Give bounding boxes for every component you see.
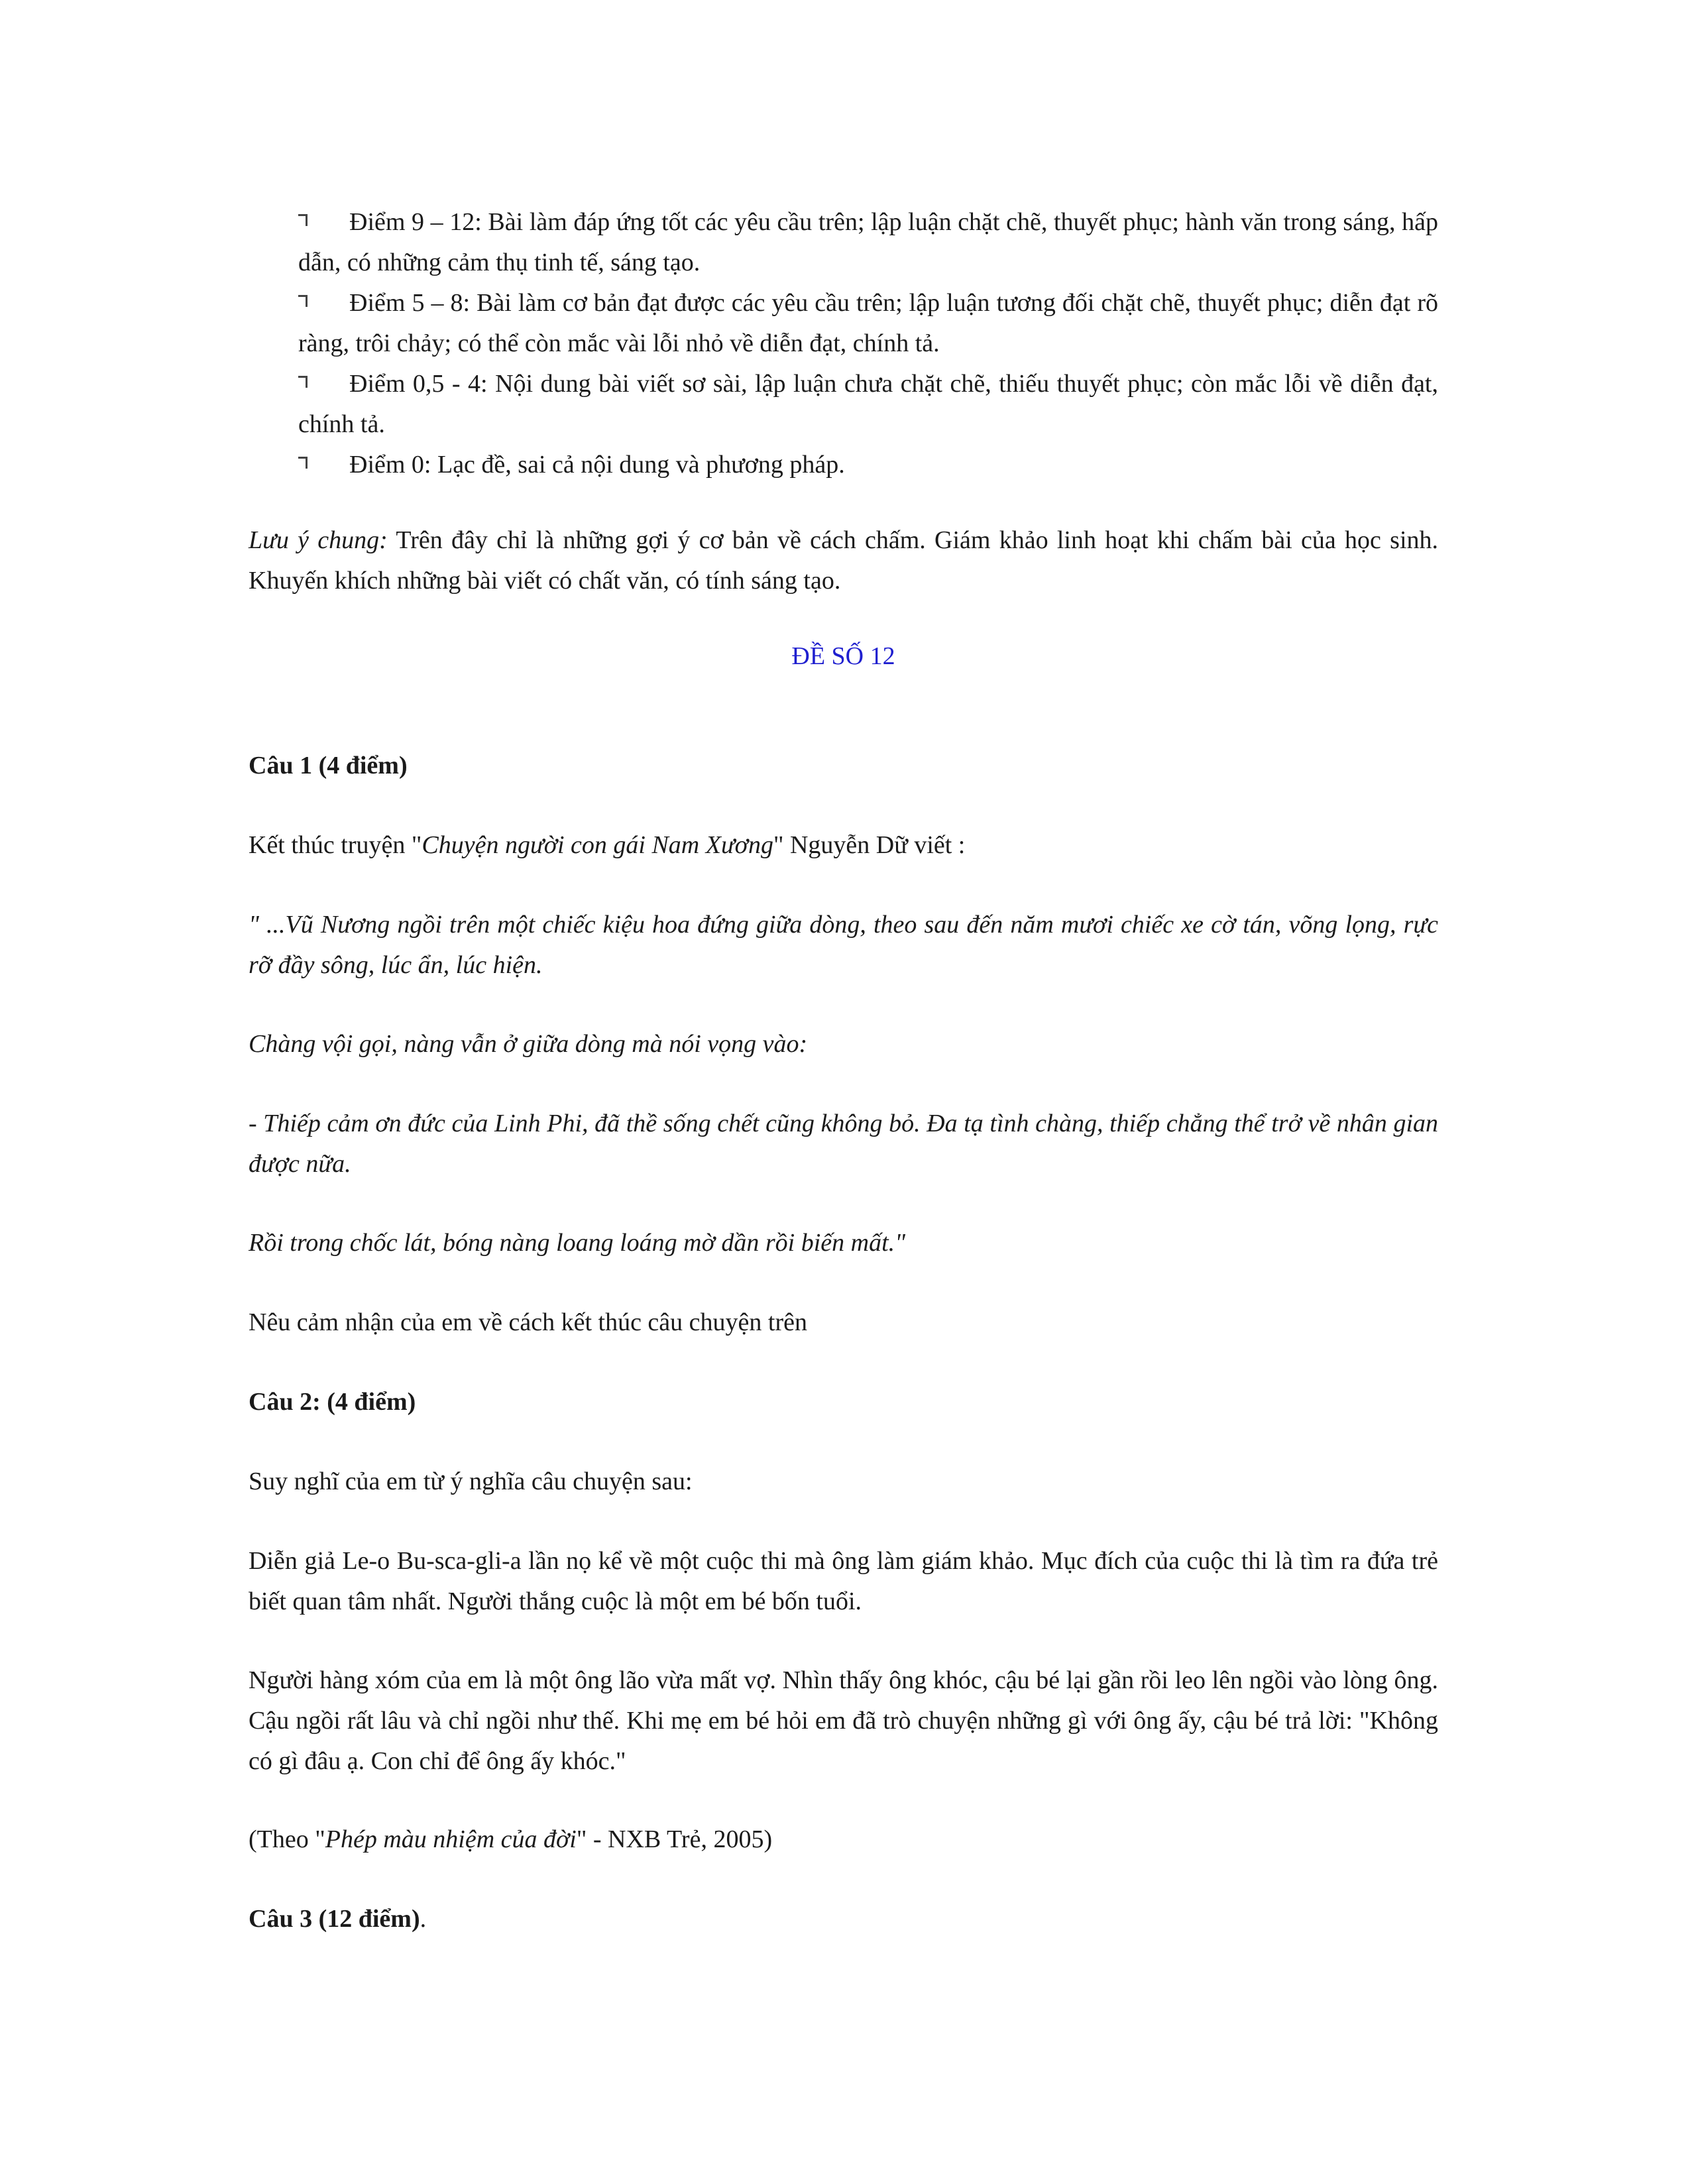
criteria-item xyxy=(298,445,1438,485)
q2-source-title: Phép màu nhiệm của đời xyxy=(325,1825,577,1853)
q2-source-before: (Theo " xyxy=(249,1825,325,1853)
q1-intro-before: Kết thúc truyện " xyxy=(249,831,422,859)
criteria-text: Điểm 5 – 8: Bài làm cơ bản đạt được các yêu cầu trên; lập luận tương đối chặt chẽ, thuyết phục; diễn đạt rõ ràng, trôi chảy; có thể còn mắc vài lỗi nhỏ về diễn đạt, chính tả. xyxy=(298,289,1438,357)
q3-heading-line xyxy=(249,1899,1438,1939)
q1-quote-paragraph: " ...Vũ Nương ngồi trên một chiếc kiệu hoa đứng giữa dòng, theo sau đến năm mươi chiếc xe cờ tán, võng lọng, rực rỡ đầy sông, lúc ẩn, lúc hiện. xyxy=(249,911,1438,979)
bullet-mark-icon xyxy=(298,295,308,307)
q1-quote-paragraph: - Thiếp cảm ơn đức của Linh Phi, đã thề sống chết cũng không bỏ. Đa tạ tình chàng, thiếp chẳng thể trở về nhân gian được nữa. xyxy=(249,1110,1438,1178)
q2-heading: Câu 2: (4 điểm) xyxy=(249,1388,416,1416)
criteria-item xyxy=(298,202,1438,283)
q1-heading: Câu 1 (4 điểm) xyxy=(249,752,408,779)
q1-intro-title: Chuyện người con gái Nam Xương xyxy=(422,831,773,859)
exam-title: ĐỀ SỐ 12 xyxy=(791,642,895,670)
general-note-text: Trên đây chỉ là những gợi ý cơ bản về cách chấm. Giám khảo linh hoạt khi chấm bài của học sinh. Khuyến khích những bài viết có chất văn, có tính sáng tạo. xyxy=(249,526,1438,595)
q2-source-after: " - NXB Trẻ, 2005) xyxy=(576,1825,773,1853)
criteria-item xyxy=(298,364,1438,445)
q2-source xyxy=(249,1819,1438,1860)
q3-heading: Câu 3 (12 điểm) xyxy=(249,1905,420,1933)
q2-story-paragraph: Diễn giả Le-o Bu-sca-gli-a lần nọ kể về một cuộc thi mà ông làm giám khảo. Mục đích của cuộc thi là tìm ra đứa trẻ biết quan tâm nhất. Người thắng cuộc là một em bé bốn tuổi. xyxy=(249,1547,1438,1615)
grading-criteria-list xyxy=(298,202,1438,485)
criteria-text: Điểm 0,5 - 4: Nội dung bài viết sơ sài, lập luận chưa chặt chẽ, thiếu thuyết phục; còn mắc lỗi về diễn đạt, chính tả. xyxy=(298,370,1438,438)
q1-intro xyxy=(249,825,1438,866)
q1-intro-after: " Nguyễn Dữ viết : xyxy=(773,831,966,859)
bullet-mark-icon xyxy=(298,457,308,469)
q2-task: Suy nghĩ của em từ ý nghĩa câu chuyện sau: xyxy=(249,1467,693,1495)
q1-quote-paragraph: Chàng vội gọi, nàng vẫn ở giữa dòng mà nói vọng vào: xyxy=(249,1030,808,1058)
criteria-text: Điểm 9 – 12: Bài làm đáp ứng tốt các yêu cầu trên; lập luận chặt chẽ, thuyết phục; hành văn trong sáng, hấp dẫn, có những cảm thụ tinh tế, sáng tạo. xyxy=(298,208,1438,276)
q1-quote-paragraph: Rồi trong chốc lát, bóng nàng loang loáng mờ dần rồi biến mất." xyxy=(249,1229,906,1257)
bullet-mark-icon xyxy=(298,214,308,226)
q3-heading-tail: . xyxy=(420,1905,427,1933)
q1-task: Nêu cảm nhận của em về cách kết thúc câu chuyện trên xyxy=(249,1308,807,1336)
general-note-label: Lưu ý chung: xyxy=(249,526,388,554)
q2-story-paragraph: Người hàng xóm của em là một ông lão vừa mất vợ. Nhìn thấy ông khóc, cậu bé lại gần rồi leo lên ngồi vào lòng ông. Cậu ngồi rất lâu và chỉ ngồi như thế. Khi mẹ em bé hỏi em đã trò chuyện những gì với ông ấy, cậu bé trả lời: "Không có gì đâu ạ. Con chỉ để ông ấy khóc." xyxy=(249,1666,1438,1775)
criteria-item xyxy=(298,283,1438,364)
general-note xyxy=(249,520,1438,601)
criteria-text: Điểm 0: Lạc đề, sai cả nội dung và phương pháp. xyxy=(349,451,845,479)
bullet-mark-icon xyxy=(298,376,308,388)
